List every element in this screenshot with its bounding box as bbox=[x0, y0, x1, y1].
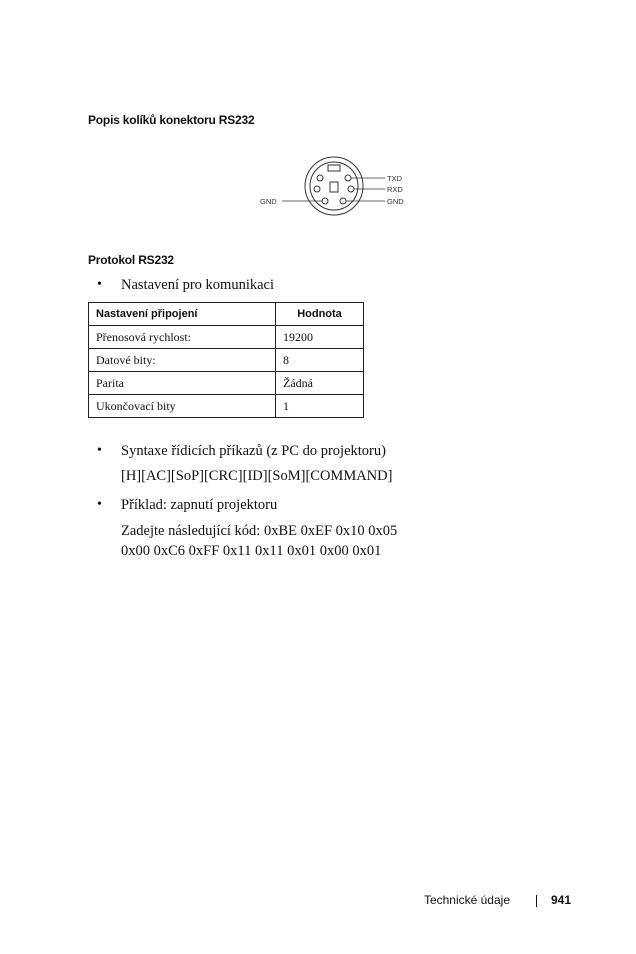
table-cell-setting: Ukončovací bity bbox=[89, 395, 276, 418]
table-cell-value: 1 bbox=[276, 395, 364, 418]
table-row bbox=[89, 395, 364, 418]
connector-pin-svg bbox=[258, 155, 418, 219]
footer-page-number: 941 bbox=[551, 893, 572, 907]
header-connection-setting: Nastavení připojení bbox=[89, 303, 276, 326]
protocol-title: Protokol RS232 bbox=[88, 253, 174, 267]
example-code-line-1: Zadejte následující kód: 0xBE 0xEF 0x10 0x05 bbox=[121, 523, 398, 539]
footer-separator bbox=[536, 895, 537, 907]
table-cell-value: 19200 bbox=[276, 326, 364, 349]
example-code-line-2: 0x00 0xC6 0xFF 0x11 0x11 0x01 0x00 0x01 bbox=[121, 543, 382, 559]
bullet-marker: • bbox=[97, 443, 102, 458]
table-row bbox=[89, 372, 364, 395]
rs232-connector-diagram bbox=[258, 155, 418, 219]
footer-section-name: Technické údaje bbox=[423, 893, 510, 907]
connector-key-notch bbox=[328, 165, 340, 171]
table-row bbox=[89, 326, 364, 349]
pin-top-right bbox=[345, 175, 351, 181]
gnd-left-label: GND bbox=[260, 197, 277, 206]
connector-center-key bbox=[330, 182, 338, 192]
table-cell-setting: Přenosová rychlost: bbox=[89, 326, 276, 349]
connector-pin-title: Popis kolíků konektoru RS232 bbox=[88, 113, 255, 127]
bullet-power-on-example: Příklad: zapnutí projektoru bbox=[121, 497, 278, 513]
pin-mid-right bbox=[348, 186, 354, 192]
gnd-right-label: GND bbox=[387, 197, 404, 206]
bullet-command-syntax: Syntaxe řídicích příkazů (z PC do projektoru) bbox=[121, 443, 386, 459]
bullet-communication-settings: Nastavení pro komunikaci bbox=[121, 277, 275, 293]
page-footer bbox=[0, 893, 636, 911]
txd-label: TXD bbox=[387, 174, 402, 183]
connection-settings-table bbox=[88, 302, 364, 418]
table-cell-setting: Parita bbox=[89, 372, 276, 395]
bullet-marker: • bbox=[97, 497, 102, 512]
table-row bbox=[89, 349, 364, 372]
pin-bottom-left bbox=[322, 198, 328, 204]
pin-mid-left bbox=[314, 186, 320, 192]
table-cell-setting: Datové bity: bbox=[89, 349, 276, 372]
pin-top-left bbox=[317, 175, 323, 181]
table-header-row bbox=[89, 303, 364, 326]
table-cell-value: 8 bbox=[276, 349, 364, 372]
command-syntax-format: [H][AC][SoP][CRC][ID][SoM][COMMAND] bbox=[121, 468, 393, 484]
header-value: Hodnota bbox=[276, 303, 364, 326]
bullet-marker: • bbox=[97, 277, 102, 292]
pin-bottom-right bbox=[340, 198, 346, 204]
table-cell-value: Žádná bbox=[276, 372, 364, 395]
rxd-label: RXD bbox=[387, 185, 403, 194]
